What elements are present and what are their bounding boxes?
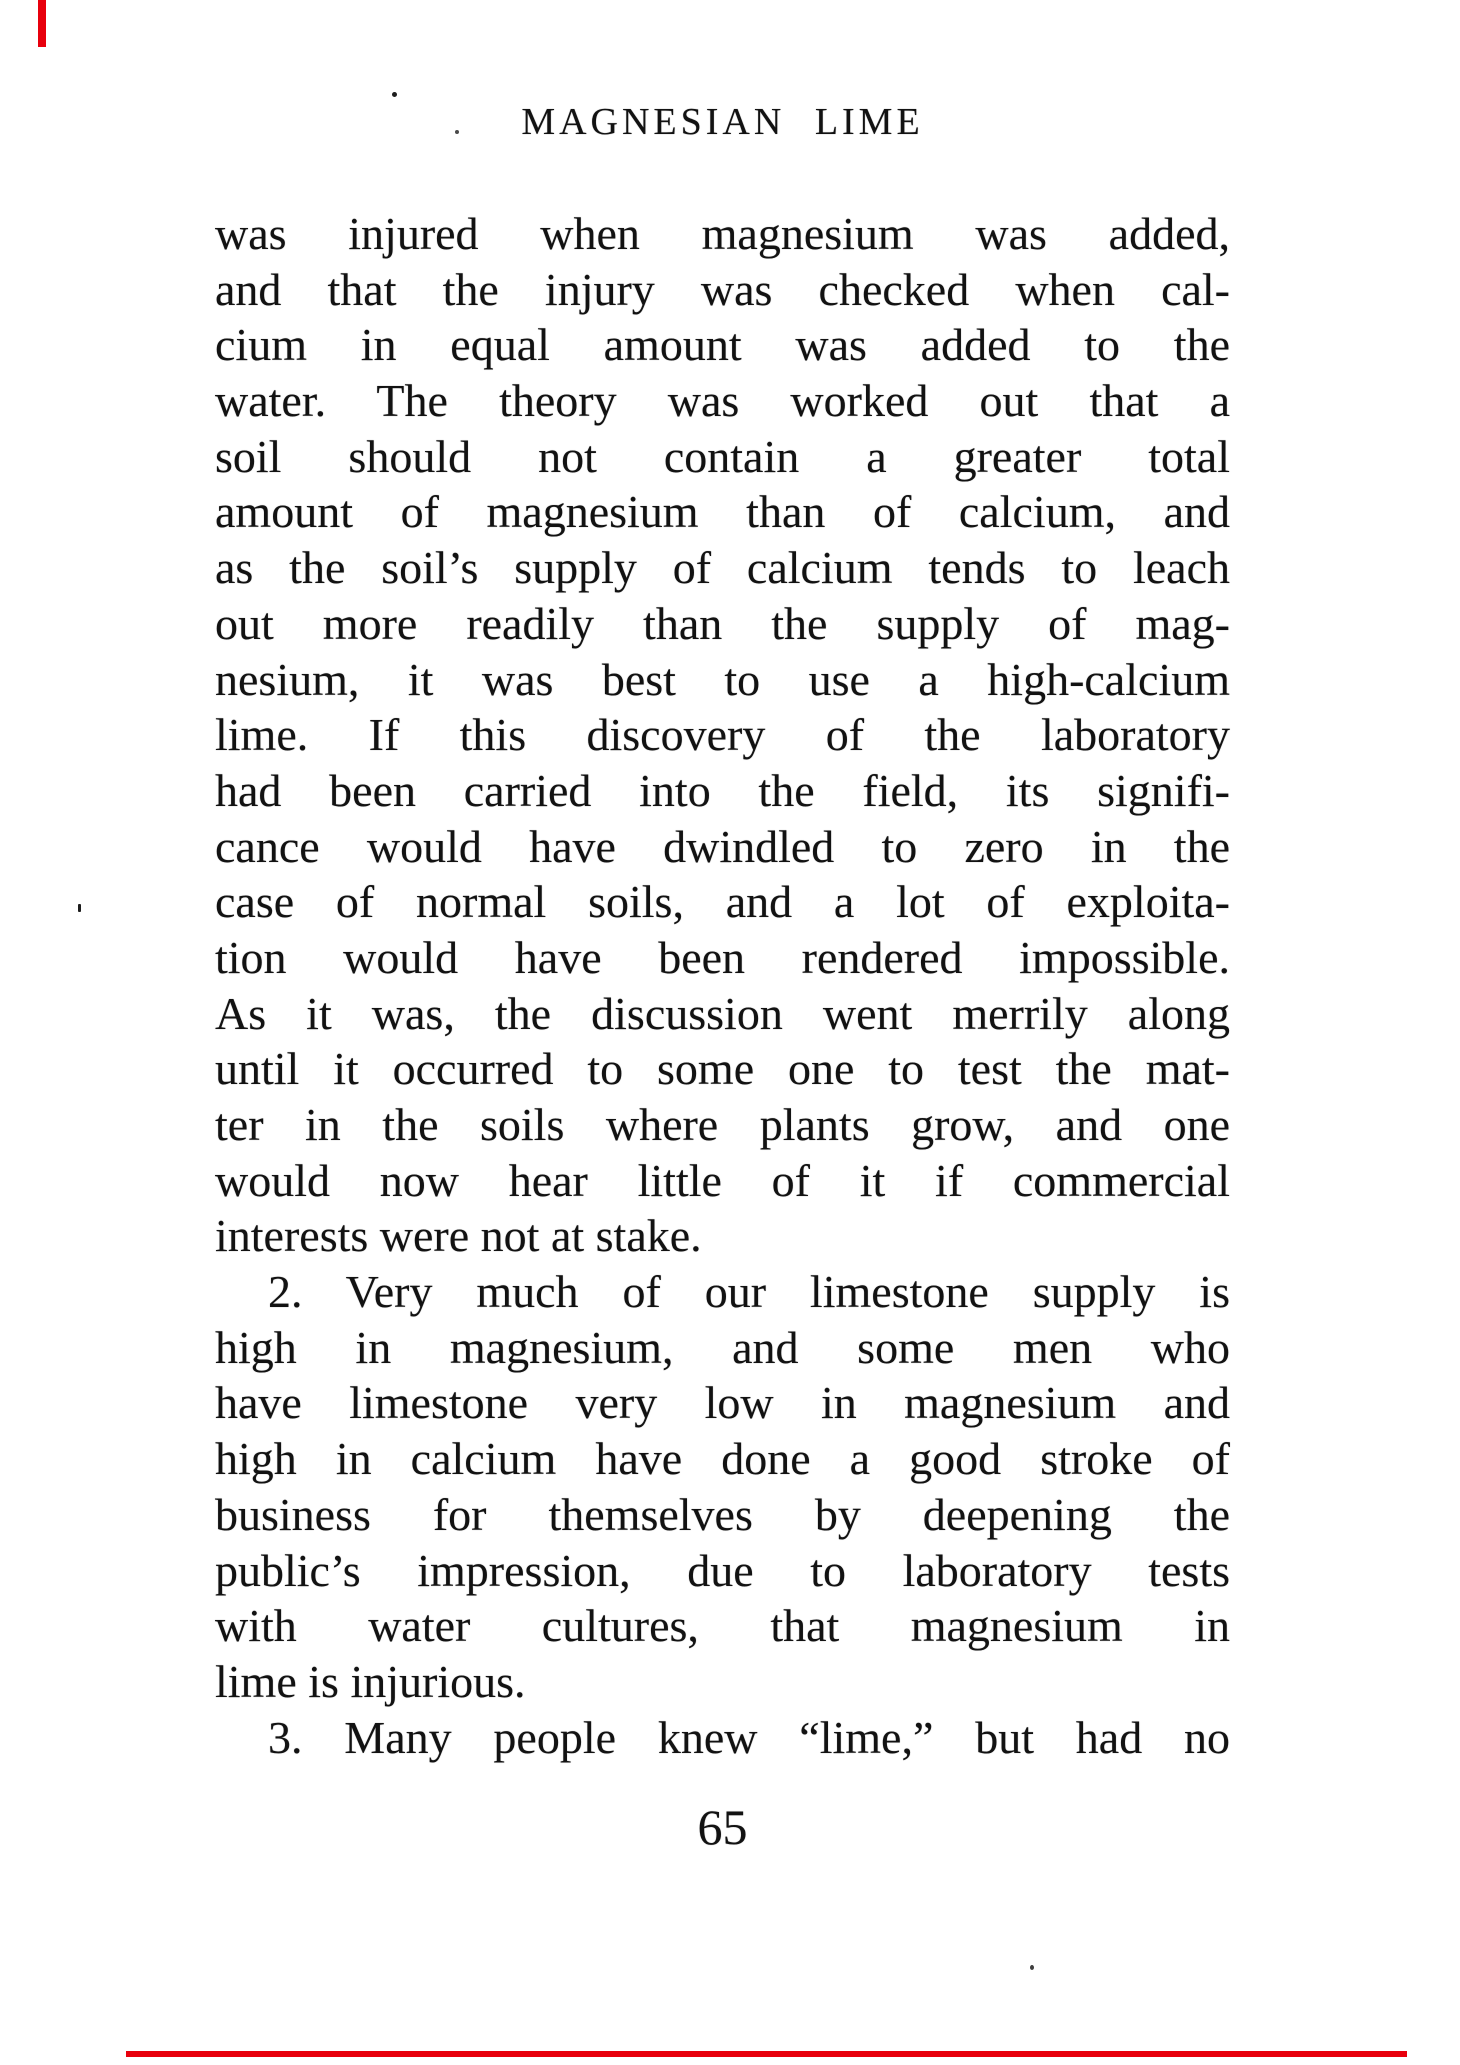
text-line: until it occurred to some one to test the mat- (215, 1043, 1230, 1095)
text-line: lime is injurious. (215, 1655, 526, 1707)
text-line: as the soil’s supply of calcium tends to leach (215, 542, 1230, 594)
text-line: lime. If this discovery of the laboratory (215, 709, 1230, 761)
page-header: MAGNESIAN LIME (521, 101, 924, 143)
text-line: have limestone very low in magnesium and (215, 1377, 1230, 1429)
text-line: As it was, the discussion went merrily along (215, 987, 1230, 1039)
text-line: 2. Very much of our limestone supply is (268, 1266, 1230, 1318)
text-line: interests were not at stake. (215, 1210, 702, 1262)
text-line: cance would have dwindled to zero in the (215, 820, 1230, 872)
red-scan-mark-bottom (126, 2051, 1407, 2057)
text-line: cium in equal amount was added to the (215, 319, 1230, 371)
text-line: tion would have been rendered impossible. (215, 931, 1230, 983)
text-block (215, 206, 1230, 1765)
text-line: nesium, it was best to use a high-calcium (215, 653, 1230, 705)
text-line: high in calcium have done a good stroke of (215, 1433, 1230, 1485)
text-line: business for themselves by deepening the (215, 1488, 1230, 1540)
red-scan-mark-top (38, 0, 46, 47)
text-line: public’s impression, due to laboratory tests (215, 1544, 1230, 1596)
text-line: had been carried into the field, its signifi- (215, 764, 1230, 816)
text-line: was injured when magnesium was added, (215, 208, 1230, 259)
text-line: and that the injury was checked when cal- (215, 263, 1230, 315)
scan-speck (1030, 1965, 1034, 1970)
text-line: soil should not contain a greater total (215, 430, 1230, 482)
text-line: ter in the soils where plants grow, and one (215, 1099, 1230, 1150)
text-line: water. The theory was worked out that a (215, 375, 1230, 427)
text-line: out more readily than the supply of mag- (215, 597, 1230, 649)
text-line: high in magnesium, and some men who (215, 1321, 1230, 1373)
text-line: with water cultures, that magnesium in (215, 1600, 1230, 1652)
text-line: 3. Many people knew “lime,” but had no (268, 1711, 1230, 1763)
scan-speck (78, 904, 81, 912)
text-line: amount of magnesium than of calcium, and (215, 486, 1230, 538)
text-line: would now hear little of it if commercial (215, 1154, 1230, 1206)
text-line: case of normal soils, and a lot of exploita- (215, 876, 1230, 928)
page-number: 65 (697, 1799, 748, 1855)
scan-speck (392, 92, 397, 97)
